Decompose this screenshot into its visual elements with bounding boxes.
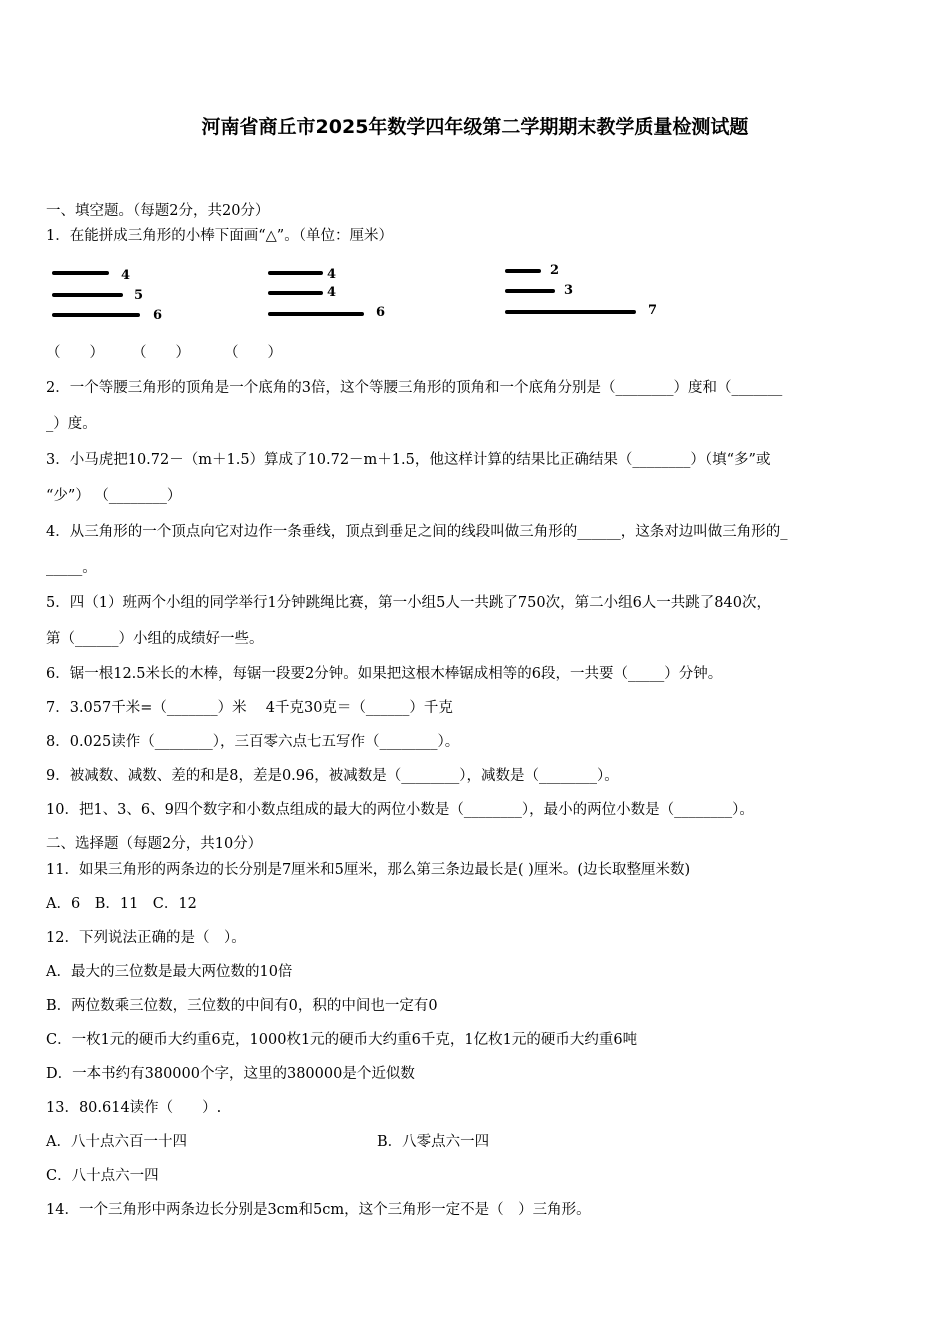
stick-length: 5 [134, 288, 144, 303]
stick [52, 313, 140, 317]
question-13-option-b: B．八零点六一四 [377, 1134, 490, 1150]
section-1-heading: 一、填空题。（每题2分，共20分） [46, 203, 270, 219]
page-title: 河南省商丘市2025年数学四年级第二学期期末教学质量检测试题 [201, 116, 749, 138]
question-11: 11．如果三角形的两条边的长分别是7厘米和5厘米，那么第三条边最长是( )厘米。(边长取整厘米数) [46, 862, 691, 878]
question-2-cont: _）度。 [46, 416, 97, 432]
stick-length: 4 [121, 268, 131, 283]
question-2: 2．一个等腰三角形的顶角是一个底角的3倍，这个等腰三角形的顶角和一个底角分别是（________）度和（_______ [46, 380, 783, 396]
question-13-option-c: C．八十点六一四 [46, 1168, 159, 1184]
stick [505, 269, 541, 273]
stick-length: 7 [648, 303, 658, 318]
question-11-options: A．6 B．11 C．12 [46, 896, 197, 912]
answer-paren-3: （ ） [224, 345, 282, 361]
question-5-cont: 第（______）小组的成绩好一些。 [46, 631, 264, 647]
question-12: 12．下列说法正确的是（ ）。 [46, 930, 246, 946]
question-10: 10．把1、3、6、9四个数字和小数点组成的最大的两位小数是（________），最小的两位小数是（________）。 [46, 802, 754, 818]
stick-length: 2 [550, 263, 560, 278]
stick [268, 271, 323, 275]
question-8: 8．0.025读作（________），三百零六点七五写作（________）。 [46, 734, 460, 750]
stick [505, 310, 636, 314]
question-6: 6．锯一根12.5米长的木棒，每锯一段要2分钟。如果把这根木棒锯成相等的6段，一共要（_____）分钟。 [46, 666, 723, 682]
question-14: 14．一个三角形中两条边长分别是3cm和5cm，这个三角形一定不是（ ）三角形。 [46, 1202, 591, 1218]
stick-length: 6 [376, 305, 386, 320]
question-9: 9．被减数、减数、差的和是8，差是0.96，被减数是（________），减数是（________）。 [46, 768, 619, 784]
stick [505, 289, 555, 293]
stick [52, 293, 123, 297]
stick [268, 312, 364, 316]
question-7: 7．3.057千米=（_______）米 4千克30克＝（______）千克 [46, 700, 453, 716]
question-3-cont: “少”） （________） [46, 488, 182, 504]
question-5: 5．四（1）班两个小组的同学举行1分钟跳绳比赛，第一小组5人一共跳了750次，第二小组6人一共跳了840次， [46, 595, 771, 611]
question-3: 3．小马虎把10.72－（m＋1.5）算成了10.72－m＋1.5，他这样计算的结果比正确结果（________）（填“多”或 [46, 452, 771, 468]
stick-length: 4 [327, 285, 337, 300]
question-12-option-a: A．最大的三位数是最大两位数的10倍 [46, 964, 293, 980]
stick-length: 6 [153, 308, 163, 323]
stick [52, 271, 109, 275]
question-12-option-d: D．一本书约有380000个字，这里的380000是个近似数 [46, 1066, 415, 1082]
question-12-option-c: C．一枚1元的硬币大约重6克，1000枚1元的硬币大约重6千克，1亿枚1元的硬币大约重6吨 [46, 1032, 638, 1048]
question-4: 4．从三角形的一个顶点向它对边作一条垂线，顶点到垂足之间的线段叫做三角形的______，这条对边叫做三角形的_ [46, 524, 788, 540]
answer-paren-2: （ ） [132, 345, 190, 361]
section-2-heading: 二、选择题（每题2分，共10分） [46, 836, 263, 852]
stick [268, 291, 323, 295]
question-13: 13．80.614读作（ ）. [46, 1100, 222, 1116]
stick-length: 3 [564, 283, 574, 298]
question-4-cont: _____。 [46, 560, 97, 576]
stick-length: 4 [327, 267, 337, 282]
question-1: 1．在能拼成三角形的小棒下面画“△”。（单位：厘米） [46, 228, 393, 244]
question-12-option-b: B．两位数乘三位数，三位数的中间有0，积的中间也一定有0 [46, 998, 438, 1014]
question-13-option-a: A．八十点六百一十四 [46, 1134, 187, 1150]
answer-paren-1: （ ） [46, 345, 104, 361]
